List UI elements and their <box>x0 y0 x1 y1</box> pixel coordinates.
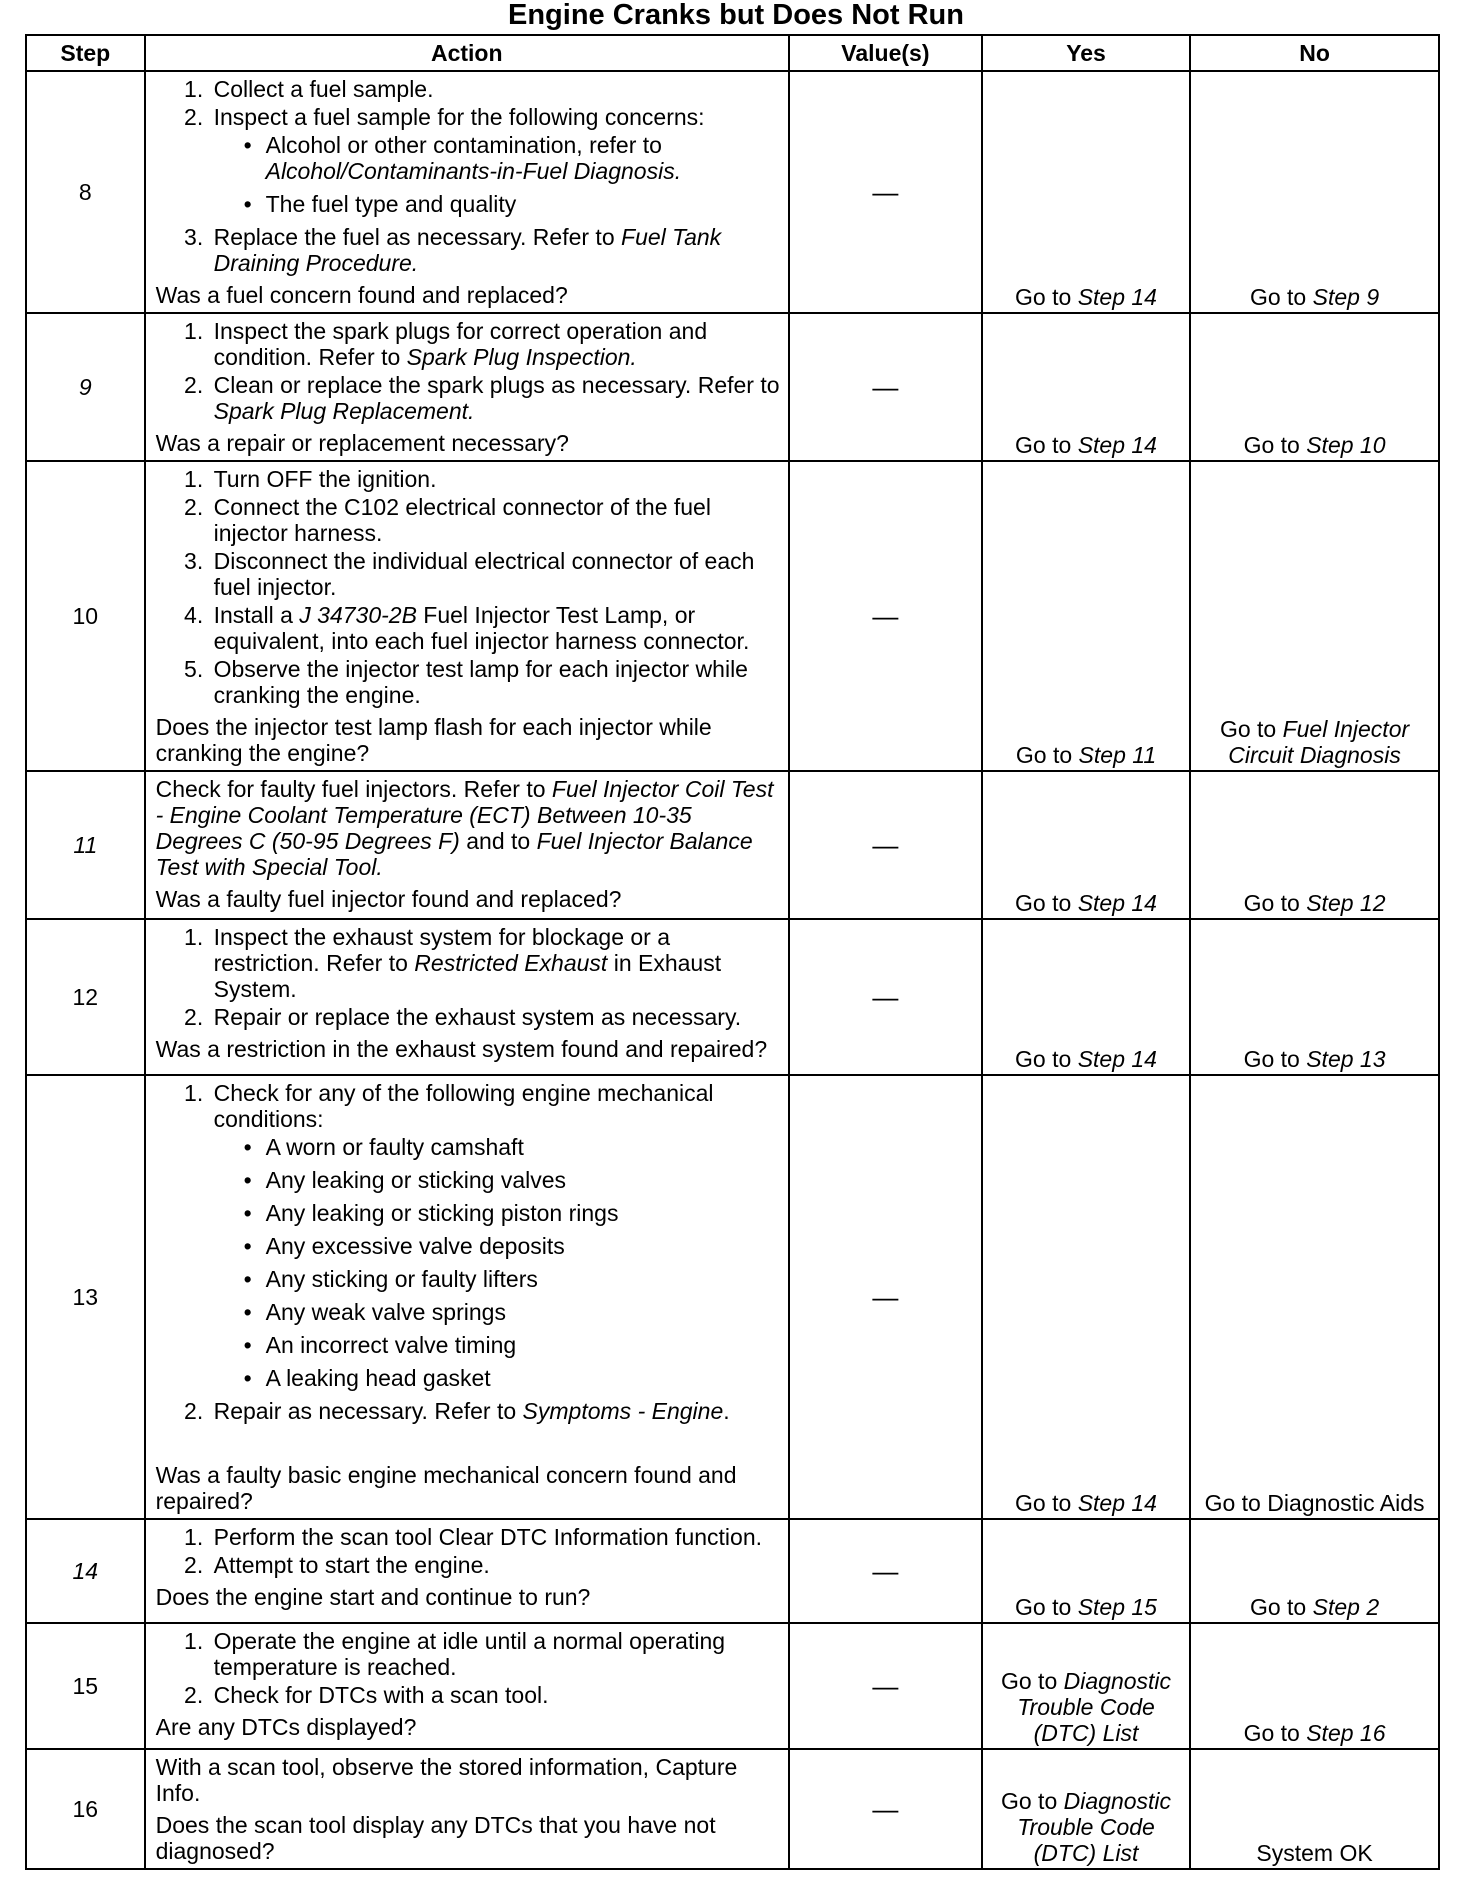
list-item: 5. Observe the injector test lamp for each injector while cranking the engine. <box>210 656 782 708</box>
bullet-item: • Any sticking or faulty lifters <box>262 1266 782 1292</box>
table-row <box>26 919 1439 1075</box>
yes-prefix: Go to <box>1015 284 1072 310</box>
list-item: 2. Repair or replace the exhaust system as necessary. <box>210 1004 782 1030</box>
yes-prefix: Go to <box>1000 1668 1058 1694</box>
question: Does the scan tool display any DTCs that you have not diagnosed? <box>155 1812 716 1864</box>
no-prefix: Go to <box>1243 432 1300 458</box>
value-cell: — <box>789 1075 982 1519</box>
list-item-text: Replace the fuel as necessary. Refer to <box>213 224 615 250</box>
bullet-item: • A leaking head gasket <box>262 1365 782 1391</box>
yes-link[interactable]: Step 14 <box>1077 1490 1157 1516</box>
page-title: Engine Cranks but Does Not Run <box>508 0 964 31</box>
question: Does the injector test lamp flash for each injector while cranking the engine? <box>155 714 712 766</box>
bullet-list <box>214 1134 782 1391</box>
step-number: 13 <box>26 1075 145 1519</box>
bullet-item: • Any leaking or sticking piston rings <box>262 1200 782 1226</box>
action-cell <box>145 1519 789 1623</box>
action-list <box>156 1628 782 1708</box>
question: Was a faulty fuel injector found and replaced? <box>155 886 622 912</box>
list-item <box>210 372 782 424</box>
action-cell <box>145 1749 789 1869</box>
value-cell: — <box>789 771 982 919</box>
list-item <box>210 924 782 1002</box>
yes-prefix: Go to <box>1000 1788 1058 1814</box>
no-cell <box>1190 1749 1439 1869</box>
no-prefix: Go to <box>1219 716 1277 742</box>
yes-prefix: Go to <box>1015 890 1072 916</box>
action-text: With a scan tool, observe the stored information, Capture Info. <box>155 1754 738 1806</box>
step-number: 10 <box>26 461 145 771</box>
yes-link[interactable]: Diagnostic Trouble Code (DTC) List <box>1017 1788 1172 1866</box>
list-item-text: in Exhaust System. <box>213 950 722 1002</box>
tool-link[interactable]: J 34730-2B <box>299 602 417 628</box>
no-cell <box>1190 313 1439 461</box>
action-text-lead: Check for faulty fuel injectors. Refer to <box>155 776 546 802</box>
value-cell: — <box>789 919 982 1075</box>
no-prefix: Go to <box>1249 284 1307 310</box>
header-yes: Yes <box>982 35 1190 71</box>
bullet-list <box>214 132 782 217</box>
no-link[interactable]: Step 10 <box>1306 432 1386 458</box>
action-list <box>156 924 782 1030</box>
no-link[interactable]: Step 16 <box>1306 1720 1386 1746</box>
yes-cell <box>982 1749 1190 1869</box>
procedure-link[interactable]: Spark Plug Replacement. <box>213 398 475 424</box>
no-cell <box>1190 771 1439 919</box>
action-cell <box>145 71 789 313</box>
no-prefix: Go to <box>1243 890 1300 916</box>
procedure-link[interactable]: Symptoms - Engine <box>522 1398 724 1424</box>
yes-link[interactable]: Diagnostic Trouble Code (DTC) List <box>1017 1668 1172 1746</box>
action-text <box>156 776 782 880</box>
yes-link[interactable]: Step 11 <box>1078 742 1157 768</box>
list-item-text: Fuel Injector Test Lamp, or equivalent, into each fuel injector harness connector. <box>213 602 750 654</box>
action-cell <box>145 1623 789 1749</box>
action-list <box>156 318 782 424</box>
question: Was a restriction in the exhaust system found and repaired? <box>155 1036 768 1062</box>
action-cell <box>145 1075 789 1519</box>
procedure-link[interactable]: Alcohol/Contaminants-in-Fuel Diagnosis. <box>265 158 682 184</box>
yes-prefix: Go to <box>1015 1046 1072 1072</box>
table-row <box>26 1623 1439 1749</box>
bullet-item: • A worn or faulty camshaft <box>262 1134 782 1160</box>
list-item <box>210 1398 782 1424</box>
bullet-item: • An incorrect valve timing <box>262 1332 782 1358</box>
bullet-item <box>262 132 782 184</box>
bullet-item: • The fuel type and quality <box>262 191 782 217</box>
yes-link[interactable]: Step 15 <box>1077 1594 1157 1620</box>
yes-prefix: Go to <box>1015 432 1072 458</box>
no-text: System OK <box>1256 1840 1373 1866</box>
step-number: 16 <box>26 1749 145 1869</box>
list-item: 1. Collect a fuel sample. <box>210 76 782 102</box>
yes-link[interactable]: Step 14 <box>1077 432 1157 458</box>
yes-cell <box>982 919 1190 1075</box>
no-cell <box>1190 919 1439 1075</box>
list-item: 2. Attempt to start the engine. <box>210 1552 782 1578</box>
list-item: 1. Perform the scan tool Clear DTC Information function. <box>210 1524 782 1550</box>
list-item-text: . <box>723 1398 730 1424</box>
question: Was a fuel concern found and replaced? <box>155 282 568 308</box>
action-cell <box>145 919 789 1075</box>
header-step: Step <box>26 35 145 71</box>
header-values: Value(s) <box>789 35 982 71</box>
yes-cell <box>982 1623 1190 1749</box>
yes-link[interactable]: Step 14 <box>1077 284 1157 310</box>
list-item-text: Install a <box>213 602 293 628</box>
header-no: No <box>1190 35 1439 71</box>
bullet-item: • Any leaking or sticking valves <box>262 1167 782 1193</box>
no-cell <box>1190 461 1439 771</box>
no-prefix: Go to <box>1243 1720 1300 1746</box>
yes-cell <box>982 461 1190 771</box>
procedure-link[interactable]: Fuel Injector Balance Test with Special Tool. <box>155 828 753 880</box>
no-cell <box>1190 71 1439 313</box>
question: Was a repair or replacement necessary? <box>155 430 569 456</box>
no-cell <box>1190 1623 1439 1749</box>
question: Does the engine start and continue to run? <box>155 1584 591 1610</box>
list-item: 3. Disconnect the individual electrical connector of each fuel injector. <box>210 548 782 600</box>
value-cell: — <box>789 313 982 461</box>
action-list <box>156 1080 782 1424</box>
value-cell: — <box>789 1749 982 1869</box>
no-link[interactable]: Step 13 <box>1306 1046 1386 1072</box>
value-cell: — <box>789 461 982 771</box>
table-row <box>26 1075 1439 1519</box>
list-item <box>210 1080 782 1391</box>
action-cell <box>145 313 789 461</box>
list-item-text: Inspect the spark plugs for correct operation and condition. Refer to <box>213 318 708 370</box>
action-list <box>156 76 782 276</box>
list-item-text: Repair as necessary. Refer to <box>213 1398 517 1424</box>
action-cell <box>145 771 789 919</box>
yes-link[interactable]: Step 14 <box>1077 890 1157 916</box>
no-link[interactable]: Fuel Injector Circuit Diagnosis <box>1228 716 1410 768</box>
table-row <box>26 71 1439 313</box>
header-row <box>26 35 1439 71</box>
header-action: Action <box>145 35 789 71</box>
list-item: 2. Connect the C102 electrical connector of the fuel injector harness. <box>210 494 782 546</box>
table-row <box>26 1519 1439 1623</box>
yes-cell <box>982 1519 1190 1623</box>
no-cell <box>1190 1075 1439 1519</box>
list-item-text: Inspect the exhaust system for blockage or a restriction. Refer to <box>213 924 671 976</box>
no-link[interactable]: Step 9 <box>1312 284 1380 310</box>
list-item: 1. Turn OFF the ignition. <box>210 466 782 492</box>
list-item-text: Check for any of the following engine mechanical conditions: <box>213 1080 714 1132</box>
step-number: 12 <box>26 919 145 1075</box>
yes-cell <box>982 71 1190 313</box>
step-number: 14 <box>26 1519 145 1623</box>
action-cell <box>145 461 789 771</box>
list-item-text: Clean or replace the spark plugs as necessary. Refer to <box>213 372 780 398</box>
action-list <box>156 466 782 708</box>
list-item-text: Inspect a fuel sample for the following concerns: <box>213 104 705 130</box>
diagnostic-table <box>25 34 1440 1870</box>
yes-cell <box>982 1075 1190 1519</box>
list-item <box>210 602 782 654</box>
list-item <box>210 104 782 217</box>
no-cell <box>1190 1519 1439 1623</box>
yes-prefix: Go to <box>1015 1490 1072 1516</box>
table-row <box>26 461 1439 771</box>
yes-cell <box>982 313 1190 461</box>
yes-link[interactable]: Step 14 <box>1077 1046 1157 1072</box>
action-text-mid: and to <box>466 828 531 854</box>
no-link[interactable]: Step 2 <box>1312 1594 1380 1620</box>
list-item: 1. Operate the engine at idle until a normal operating temperature is reached. <box>210 1628 782 1680</box>
yes-prefix: Go to <box>1015 1594 1072 1620</box>
yes-cell <box>982 771 1190 919</box>
list-item <box>210 224 782 276</box>
question: Was a faulty basic engine mechanical concern found and repaired? <box>155 1462 737 1514</box>
procedure-link[interactable]: Spark Plug Inspection. <box>406 344 637 370</box>
action-list <box>156 1524 782 1578</box>
table-row <box>26 1749 1439 1869</box>
table-row <box>26 771 1439 919</box>
no-prefix: Go to <box>1243 1046 1300 1072</box>
procedure-link[interactable]: Restricted Exhaust <box>414 950 608 976</box>
bullet-text: Alcohol or other contamination, refer to <box>265 132 662 158</box>
procedure-link[interactable]: Fuel Tank Draining Procedure. <box>213 224 722 276</box>
no-link[interactable]: Go to Diagnostic Aids <box>1204 1490 1425 1516</box>
value-cell: — <box>789 71 982 313</box>
step-number: 9 <box>26 313 145 461</box>
yes-prefix: Go to <box>1015 742 1073 768</box>
no-prefix: Go to <box>1249 1594 1307 1620</box>
question: Are any DTCs displayed? <box>155 1714 417 1740</box>
list-item <box>210 318 782 370</box>
value-cell: — <box>789 1623 982 1749</box>
procedure-link[interactable]: Fuel Injector Coil Test - Engine Coolant Temperature (ECT) Between 10-35 Degrees C (50-95 Degrees F) <box>155 776 774 854</box>
bullet-item: • Any excessive valve deposits <box>262 1233 782 1259</box>
step-number: 11 <box>26 771 145 919</box>
bullet-item: • Any weak valve springs <box>262 1299 782 1325</box>
table-row <box>26 313 1439 461</box>
step-number: 8 <box>26 71 145 313</box>
no-link[interactable]: Step 12 <box>1306 890 1386 916</box>
list-item: 2. Check for DTCs with a scan tool. <box>210 1682 782 1708</box>
step-number: 15 <box>26 1623 145 1749</box>
value-cell: — <box>789 1519 982 1623</box>
